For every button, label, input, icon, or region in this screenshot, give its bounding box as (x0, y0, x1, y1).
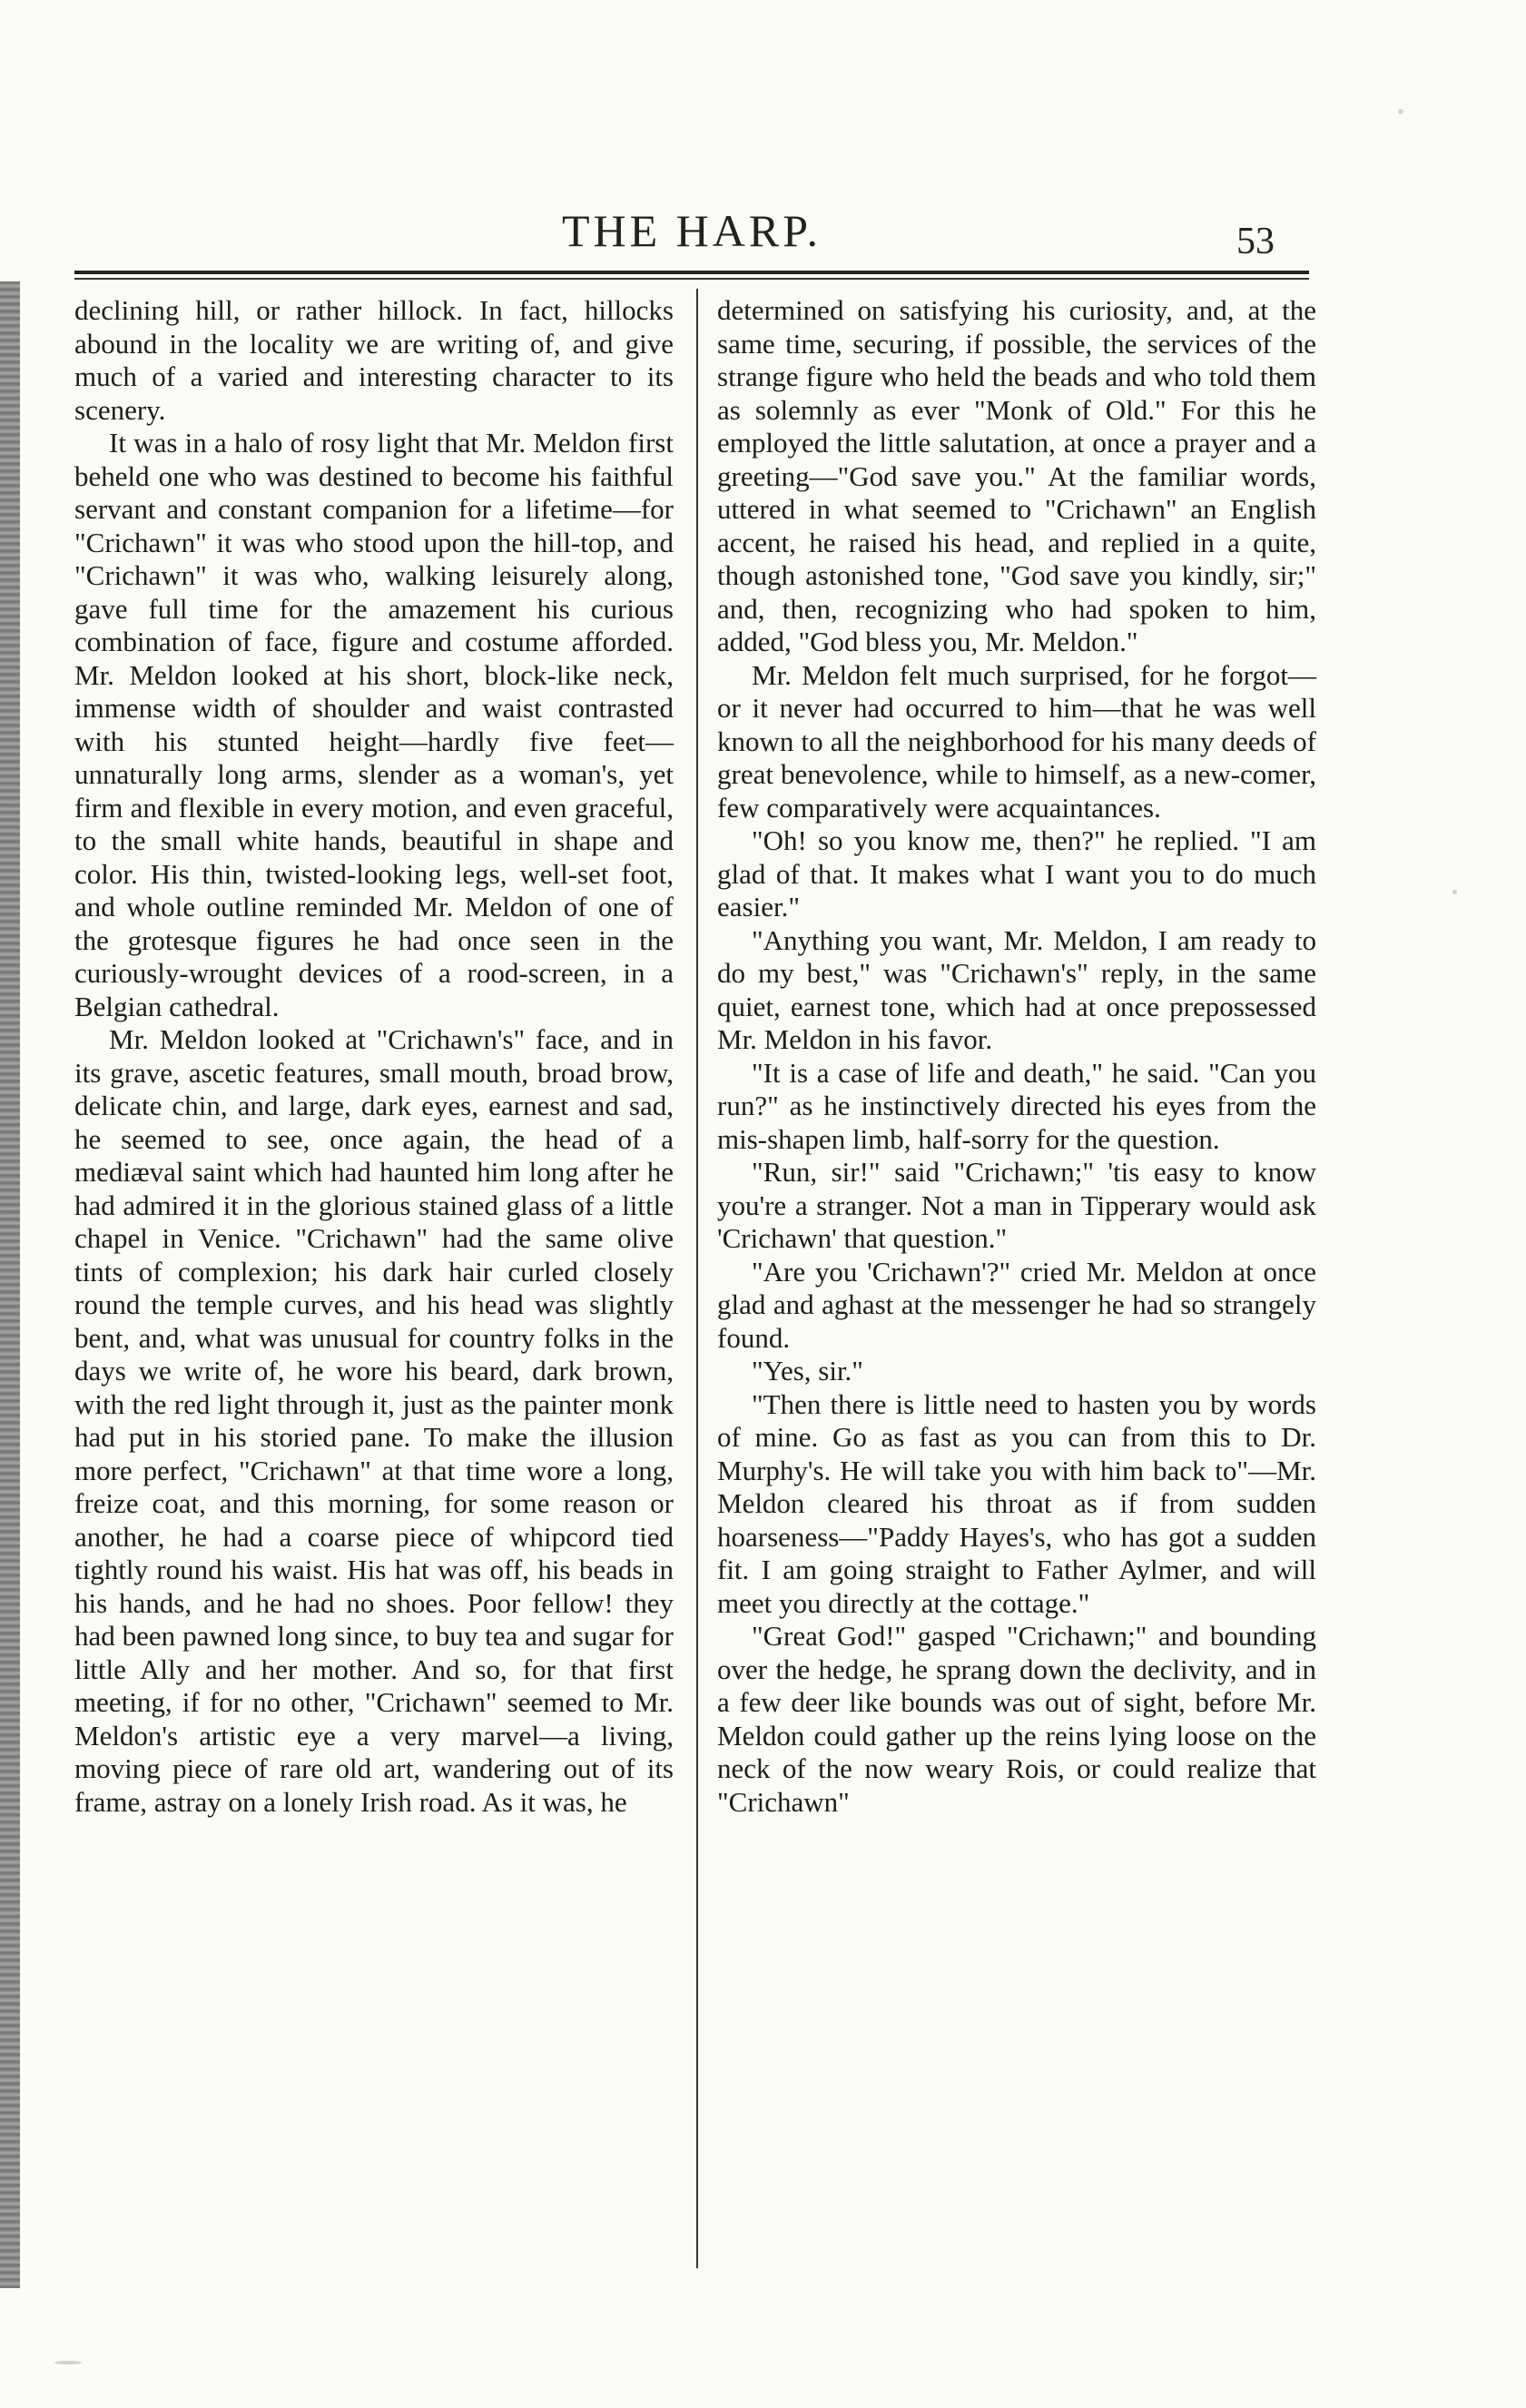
paragraph: "Then there is little need to hasten you by words of mine. Go as fast as you can from this to Dr. Murphy's. He will take you with him back to"—Mr. Meldon cleared his throat as if from sudden hoarseness—"Paddy Hayes's, who has got a sudden fit. I am going straight to Father Aylmer, and will meet you directly at the cottage." (717, 1387, 1316, 1619)
paragraph: "Oh! so you know me, then?" he replied. "I am glad of that. It makes what I want you to do much easier." (717, 824, 1316, 923)
paragraph: Mr. Meldon looked at "Crichawn's" face, and in its grave, ascetic features, small mouth, broad brow, delicate chin, and large, dark eyes, earnest and sad, he seemed to see, once again, the head of a mediæval saint which had haunted him long after he had admired it in the glorious stained glass of a little chapel in Venice. "Crichawn" had the same olive tints of complexion; his dark hair curled closely round the temple curves, and his head was slightly bent, and, what was unusual for country folks in the days we write of, he wore his beard, dark brown, with the red light through it, just as the painter monk had put in his storied pane. To make the illusion more perfect, "Crichawn" at that time wore a long, freize coat, and this morning, for some reason or another, he had a coarse piece of whipcord tied tightly round his waist. His hat was off, his beads in his hands, and he had no shoes. Poor fellow! they had been pawned long since, to buy tea and sugar for little Ally and her mother. And so, for that first meeting, if for no other, "Crichawn" seemed to Mr. Meldon's artistic eye a very marvel—a living, moving piece of rare old art, wandering out of its frame, astray on a lonely Irish road. As it was, he (74, 1023, 674, 1818)
column-divider (696, 289, 698, 2268)
paragraph: declining hill, or rather hillock. In fact, hillocks abound in the locality we are writing of, and give much of a varied and interesting character to its scenery. (74, 294, 674, 426)
paragraph: "Great God!" gasped "Crichawn;" and bounding over the hedge, he sprang down the declivity, and in a few deer like bounds was out of sight, before Mr. Meldon could gather up the reins lying loose on the neck of the now weary Rois, or could realize that "Crichawn" (717, 1620, 1316, 1818)
paper-speck (54, 2361, 82, 2364)
paragraph: Mr. Meldon felt much surprised, for he forgot—or it never had occurred to him—that he was well known to all the neighborhood for his many deeds of great benevolence, while to himself, as a new-comer, few comparatively were acquaintances. (717, 658, 1316, 824)
paragraph: "Yes, sir." (752, 1355, 863, 1387)
page-number: 53 (1236, 221, 1275, 262)
header-rule-thick (74, 271, 1309, 274)
page-edge-binding (0, 281, 20, 2288)
running-header (74, 204, 1309, 277)
paragraph: "Anything you want, Mr. Meldon, I am ready to do my best," was "Crichawn's" reply, in the same quiet, earnest tone, which had at once prepossessed Mr. Meldon in his favor. (717, 923, 1316, 1055)
left-column (74, 294, 674, 1819)
right-column (717, 294, 1316, 1819)
paragraph: "Are you 'Crichawn'?" cried Mr. Meldon at once glad and aghast at the messenger he had so strangely found. (717, 1255, 1316, 1354)
paper-speck (1398, 109, 1403, 114)
paragraph: It was in a halo of rosy light that Mr. Meldon first beheld one who was destined to become his faithful servant and constant companion for a lifetime—for "Crichawn" it was who stood upon the hill-top, and "Crichawn" it was who, walking leisurely along, gave full time for the amazement his curious combination of face, figure and costume afforded. Mr. Meldon looked at his short, block-like neck, immense width of shoulder and waist contrasted with his stunted height—hardly five feet—unnaturally long arms, slender as a woman's, yet firm and flexible in every motion, and even graceful, to the small white hands, beautiful in shape and color. His thin, twisted-looking legs, well-set foot, and whole outline reminded Mr. Meldon of one of the grotesque figures he had once seen in the curiously-wrought devices of a rood-screen, in a Belgian cathedral. (74, 427, 674, 1022)
paragraph: "It is a case of life and death," he said. "Can you run?" as he instinctively directed his eyes from the mis-shapen limb, half-sorry for the question. (717, 1056, 1316, 1155)
journal-title: THE HARP. (561, 205, 822, 256)
paper-speck (1452, 890, 1457, 894)
paragraph: determined on satisfying his curiosity, and, at the same time, securing, if possible, the services of the strange figure who held the beads and who told them as solemnly as ever "Monk of Old." For this he employed the little salutation, at once a prayer and a greeting—"God save you." At the familiar words, uttered in what seemed to "Crichawn" an English accent, he raised his head, and replied in a quite, though astonished tone, "God save you kindly, sir;" and, then, recognizing who had spoken to him, added, "God bless you, Mr. Meldon." (717, 294, 1316, 657)
paragraph: "Run, sir!" said "Crichawn;" 'tis easy to know you're a stranger. Not a man in Tipperary would ask 'Crichawn' that question." (717, 1156, 1316, 1254)
header-rule-thin (74, 278, 1309, 280)
